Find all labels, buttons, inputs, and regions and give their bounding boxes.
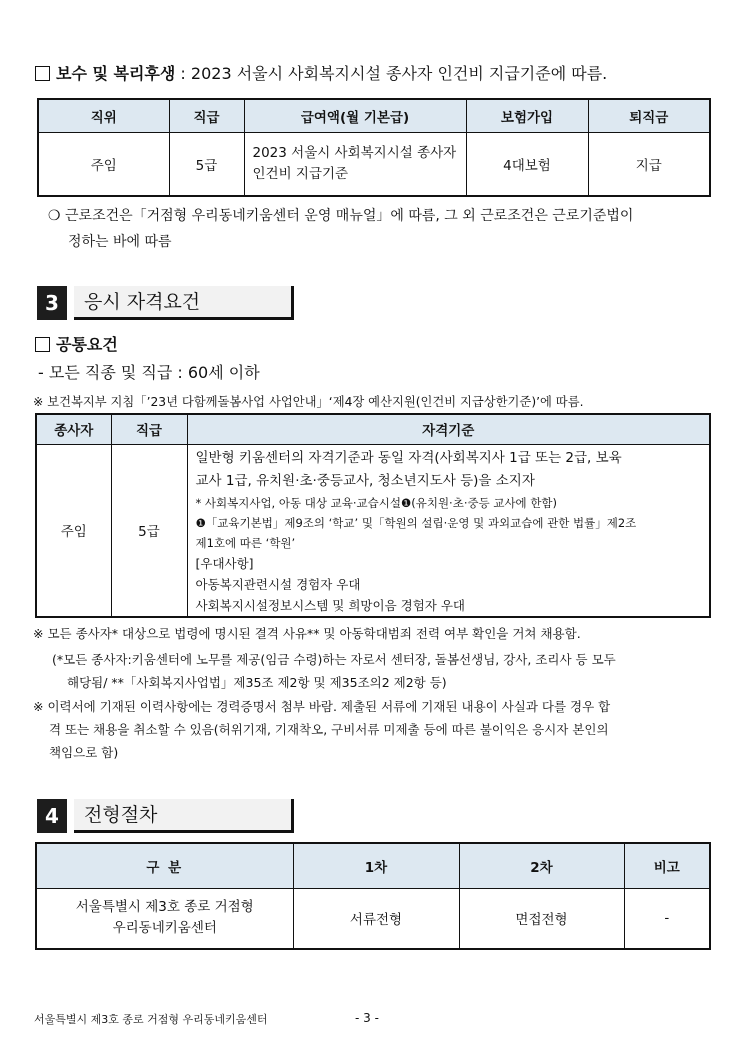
qual-header-grade: 직급: [111, 414, 187, 444]
benefits-text: : 2023 서울시 사회복지시설 종사자 인건비 지급기준에 따름.: [175, 64, 608, 83]
preference-item: 사회복지시설정보시스템 및 희망이음 경험자 우대: [195, 597, 465, 613]
selection-header-second: 2차: [459, 843, 624, 888]
qualification-table: [35, 413, 711, 618]
benefits-note-line2: 정하는 바에 따름: [68, 234, 172, 250]
preference-heading: [우대사항]: [195, 555, 254, 571]
criteria-line: 일반형 키움센터의 자격기준과 동일 자격(사회복지사 1급 또는 2급, 보육: [195, 449, 622, 466]
checkbox-icon: [35, 66, 50, 81]
benefits-cell-grade: 5급: [169, 132, 244, 196]
benefits-header-grade: 직급: [169, 99, 244, 132]
selection-cell-first: 서류전형: [293, 888, 459, 949]
benefits-cell-position: 주임: [38, 132, 169, 196]
note-line: 격 또는 채용을 취소할 수 있음(허위기재, 기재착오, 구비서류 미제출 등에 따른 불이익은 응시자 본인의: [49, 722, 609, 737]
section3-title: 응시 자격요건: [74, 286, 294, 320]
benefits-header-severance: 퇴직금: [588, 99, 710, 132]
criteria-footnote: * 사회복지사업, 아동 대상 교육·교습시설❶(유치원·초·중등 교사에 한함): [195, 495, 558, 510]
selection-cell-second: 면접전형: [459, 888, 624, 949]
note-line: ※ 이력서에 기재된 이력사항에는 경력증명서 첨부 바람. 제출된 서류에 기재된 내용이 사실과 다를 경우 합: [33, 699, 611, 714]
note-line: 해당됨/ **「사회복지사업법」제35조 제2항 및 제35조의2 제2항 등): [67, 675, 447, 690]
benefits-cell-insurance: 4대보험: [466, 132, 588, 196]
section3-number: 3: [37, 286, 67, 320]
benefits-cell-salary: 2023 서울시 사회복지시설 종사자 인건비 지급기준: [244, 132, 466, 196]
benefits-heading-line: [35, 63, 607, 85]
footer-org: 서울특별시 제3호 종로 거점형 우리동네키움센터: [34, 1013, 268, 1026]
criteria-footnote: 제1호에 따른 ‘학원’: [195, 535, 296, 550]
benefits-header-salary: 급여액(월 기본급): [244, 99, 466, 132]
selection-table: [35, 842, 711, 950]
qual-cell-criteria: [187, 444, 710, 617]
qual-cell-position: 주임: [36, 444, 111, 617]
selection-header-note: 비고: [624, 843, 710, 888]
checkbox-icon: [35, 337, 50, 352]
section4-title: 전형절차: [74, 799, 294, 833]
selection-header-category: 구 분: [36, 843, 293, 888]
page-number: - 3 -: [355, 1011, 379, 1025]
preference-item: 아동복지관련시설 경험자 우대: [195, 576, 361, 592]
qual-header-criteria: 자격기준: [187, 414, 710, 444]
age-requirement: - 모든 직종 및 직급 : 60세 이하: [38, 363, 260, 382]
benefits-table: [37, 98, 711, 197]
qual-cell-grade: 5급: [111, 444, 187, 617]
criteria-footnote: ❶「교육기본법」제9조의 ‘학교’ 및「학원의 설립·운영 및 과외교습에 관한 법률」제2조: [195, 515, 637, 530]
qual-header-position: 종사자: [36, 414, 111, 444]
selection-cell-org: 서울특별시 제3호 종로 거점형 우리동네키움센터: [36, 888, 293, 949]
benefits-header-insurance: 보험가입: [466, 99, 588, 132]
note-line: (*모든 종사자:키움센터에 노무를 제공(임금 수령)하는 자로서 센터장, 돌봄선생님, 강사, 조리사 등 모두: [52, 652, 616, 667]
selection-cell-note: -: [624, 888, 710, 949]
benefits-header-position: 직위: [38, 99, 169, 132]
note-line: 책임으로 함): [49, 745, 119, 760]
benefits-note-line1: ❍ 근로조건은「거점형 우리동네키움센터 운영 매뉴얼」에 따름, 그 외 근로조건은 근로기준법이: [48, 208, 634, 224]
section4-number: 4: [37, 799, 67, 833]
common-heading-line: [35, 334, 118, 356]
selection-header-first: 1차: [293, 843, 459, 888]
note-line: ※ 모든 종사자* 대상으로 법령에 명시된 결격 사유** 및 아동학대범죄 전력 여부 확인을 거쳐 채용함.: [33, 626, 581, 641]
circle-bullet-icon: ❍: [48, 208, 61, 224]
reference-line: ※ 보건복지부 지침「’23년 다함께돌봄사업 사업안내」‘제4장 예산지원(인건비 지급상한기준)’에 따름.: [33, 395, 584, 409]
common-heading: 공통요건: [56, 335, 118, 354]
criteria-line: 교사 1급, 유치원·초·중등교사, 청소년지도사 등)을 소지자: [195, 472, 535, 489]
benefits-cell-severance: 지급: [588, 132, 710, 196]
benefits-heading: 보수 및 복리후생: [56, 64, 176, 83]
